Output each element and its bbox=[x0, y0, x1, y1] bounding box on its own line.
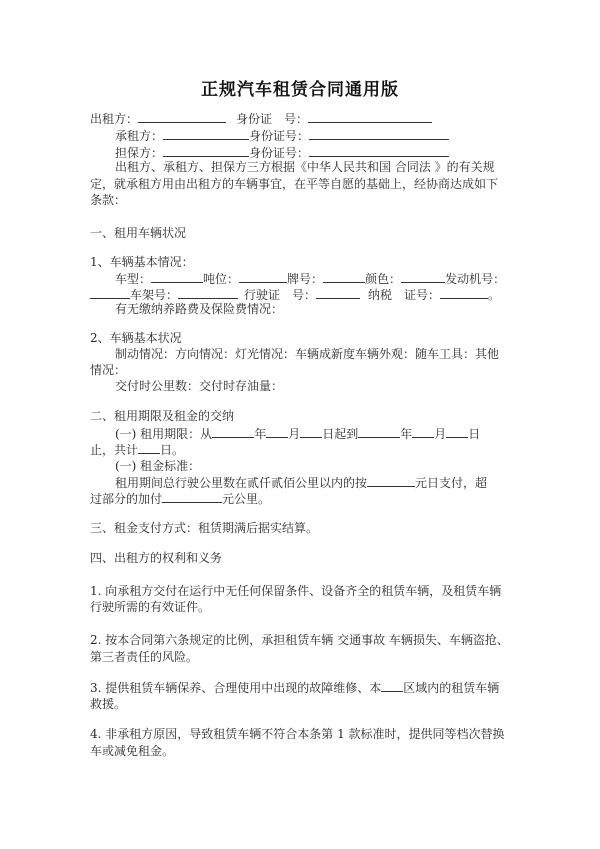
lessee-label: 承租方： bbox=[115, 129, 164, 143]
item-3-line-1b: 区域内的租赁车辆 bbox=[403, 681, 500, 695]
item-3-line-1a: 3. 提供租赁车辆保养、合理使用中出现的故障维修、本 bbox=[90, 681, 382, 695]
rent-line-2 bbox=[90, 491, 270, 507]
item-2-line-1: 2. 按本合同第六条规定的比例，承担租赁车辆 交通事故 车辆损失、车辆盗抢、 bbox=[90, 633, 509, 647]
rent-line-2a: 过部分的加付 bbox=[90, 492, 163, 506]
guarantor-label: 担保方： bbox=[115, 146, 164, 160]
condition-line-1: 制动情况：方向情况：灯光情况：车辆成新度车辆外观：随车工具：其他 bbox=[115, 347, 500, 361]
vehicle-info-line-1 bbox=[115, 271, 505, 287]
frame-label: 车架号： bbox=[130, 288, 179, 302]
rent-line-1b: 元日支付，超 bbox=[415, 476, 488, 490]
item-4-line-2: 车或减免租金。 bbox=[90, 744, 175, 758]
guarantor-id-blank bbox=[309, 145, 449, 157]
section-1-1-heading: 1、车辆基本情况： bbox=[90, 255, 194, 269]
daily-rate-blank bbox=[367, 475, 415, 487]
intro-line-1: 出租方、承租方、担保方三方根据《中华人民共和国 合同法 》的有关规 bbox=[115, 160, 495, 174]
period-label: (一) 租用期限：从 bbox=[115, 427, 213, 441]
section-3-text: 三、租金支付方式：租赁期满后据实结算。 bbox=[90, 521, 319, 535]
start-month-unit: 月 bbox=[288, 427, 301, 441]
engine-label: 发动机号： bbox=[445, 272, 506, 286]
rent-standard-label: (一) 租金标准： bbox=[115, 459, 201, 473]
intro-line-3: 条款： bbox=[90, 193, 127, 207]
vehicle-info-line-2 bbox=[90, 287, 500, 303]
period-mark: 。 bbox=[488, 288, 501, 302]
extra-rate-blank bbox=[162, 491, 222, 503]
lessor-id-label: 身份证 号： bbox=[236, 112, 309, 126]
item-1-line-2: 行驶所需的有效证件。 bbox=[90, 600, 211, 614]
rent-line-1a: 租用期间总行驶公里数在贰仟贰佰公里以内的按 bbox=[115, 476, 368, 490]
start-year-unit: 年 bbox=[254, 427, 267, 441]
tax-blank bbox=[440, 287, 488, 299]
frame-blank bbox=[178, 287, 238, 299]
total-days-unit: 日。 bbox=[160, 443, 185, 457]
item-3-line-1 bbox=[90, 680, 499, 696]
lessor-line bbox=[90, 111, 432, 127]
intro-line-2: 定，就承租方用由出租方的车辆事宜，在平等自愿的基础上，经协商达成如下 bbox=[90, 177, 499, 191]
model-label: 车型： bbox=[115, 272, 152, 286]
tonnage-blank bbox=[239, 271, 287, 283]
lessee-id-label: 身份证号： bbox=[249, 129, 310, 143]
plate-label: 牌号： bbox=[287, 272, 324, 286]
model-blank bbox=[151, 271, 203, 283]
item-1-line-1: 1. 向承租方交付在运行中无任何保留条件、设备齐全的租赁车辆，及租赁车辆 bbox=[90, 584, 502, 598]
total-days-label: 止，共计 bbox=[90, 443, 139, 457]
end-day-blank bbox=[446, 426, 468, 438]
tonnage-label: 吨位： bbox=[203, 272, 240, 286]
license-label: 行驶证 号： bbox=[244, 288, 317, 302]
end-month-blank bbox=[412, 426, 434, 438]
guarantor-blank bbox=[163, 145, 249, 157]
document-title: 正规汽车租赁合同通用版 bbox=[201, 80, 399, 100]
guarantor-id-label: 身份证号： bbox=[249, 146, 310, 160]
end-year-unit: 年 bbox=[400, 427, 413, 441]
end-day-unit: 日 bbox=[468, 427, 481, 441]
plate-blank bbox=[323, 271, 365, 283]
rental-period-line bbox=[115, 426, 480, 442]
fees-line: 有无缴纳养路费及保险费情况： bbox=[115, 302, 284, 316]
section-1-heading: 一、租用车辆状况 bbox=[90, 226, 187, 240]
lessor-id-blank bbox=[308, 111, 432, 123]
lessee-blank bbox=[163, 128, 249, 140]
license-blank bbox=[316, 287, 360, 299]
lessee-line bbox=[115, 128, 449, 144]
start-year-blank bbox=[212, 426, 254, 438]
rent-line-1 bbox=[115, 475, 487, 491]
condition-line-3: 交付时公里数：交付时存油量： bbox=[115, 379, 284, 393]
section-1-2-heading: 2、车辆基本状况 bbox=[90, 331, 182, 345]
start-day-unit: 日起到 bbox=[322, 427, 359, 441]
lessor-blank bbox=[138, 111, 226, 123]
item-3-line-2: 救援。 bbox=[90, 697, 127, 711]
tax-label: 纳税 证号： bbox=[368, 288, 441, 302]
total-days-line bbox=[90, 442, 184, 458]
start-month-blank bbox=[266, 426, 288, 438]
section-4-heading: 四、出租方的权利和义务 bbox=[90, 551, 223, 565]
item-2-line-2: 第三者责任的风险。 bbox=[90, 650, 199, 664]
region-blank bbox=[381, 680, 403, 692]
guarantor-line bbox=[115, 145, 449, 161]
item-4-line-1: 4. 非承租方原因，导致租赁车辆不符合本条第 1 款标准时，提供同等档次替换 bbox=[90, 727, 505, 741]
section-2-heading: 二、租用期限及租金的交纳 bbox=[90, 409, 235, 423]
total-days-blank bbox=[138, 442, 160, 454]
end-month-unit: 月 bbox=[434, 427, 447, 441]
start-day-blank bbox=[300, 426, 322, 438]
end-year-blank bbox=[358, 426, 400, 438]
condition-line-2: 情况： bbox=[90, 363, 127, 377]
lessee-id-blank bbox=[309, 128, 449, 140]
rent-line-2b: 元公里。 bbox=[222, 492, 271, 506]
engine-blank bbox=[90, 287, 130, 299]
lessor-label: 出租方： bbox=[90, 112, 139, 126]
color-label: 颜色： bbox=[365, 272, 402, 286]
color-blank bbox=[401, 271, 445, 283]
